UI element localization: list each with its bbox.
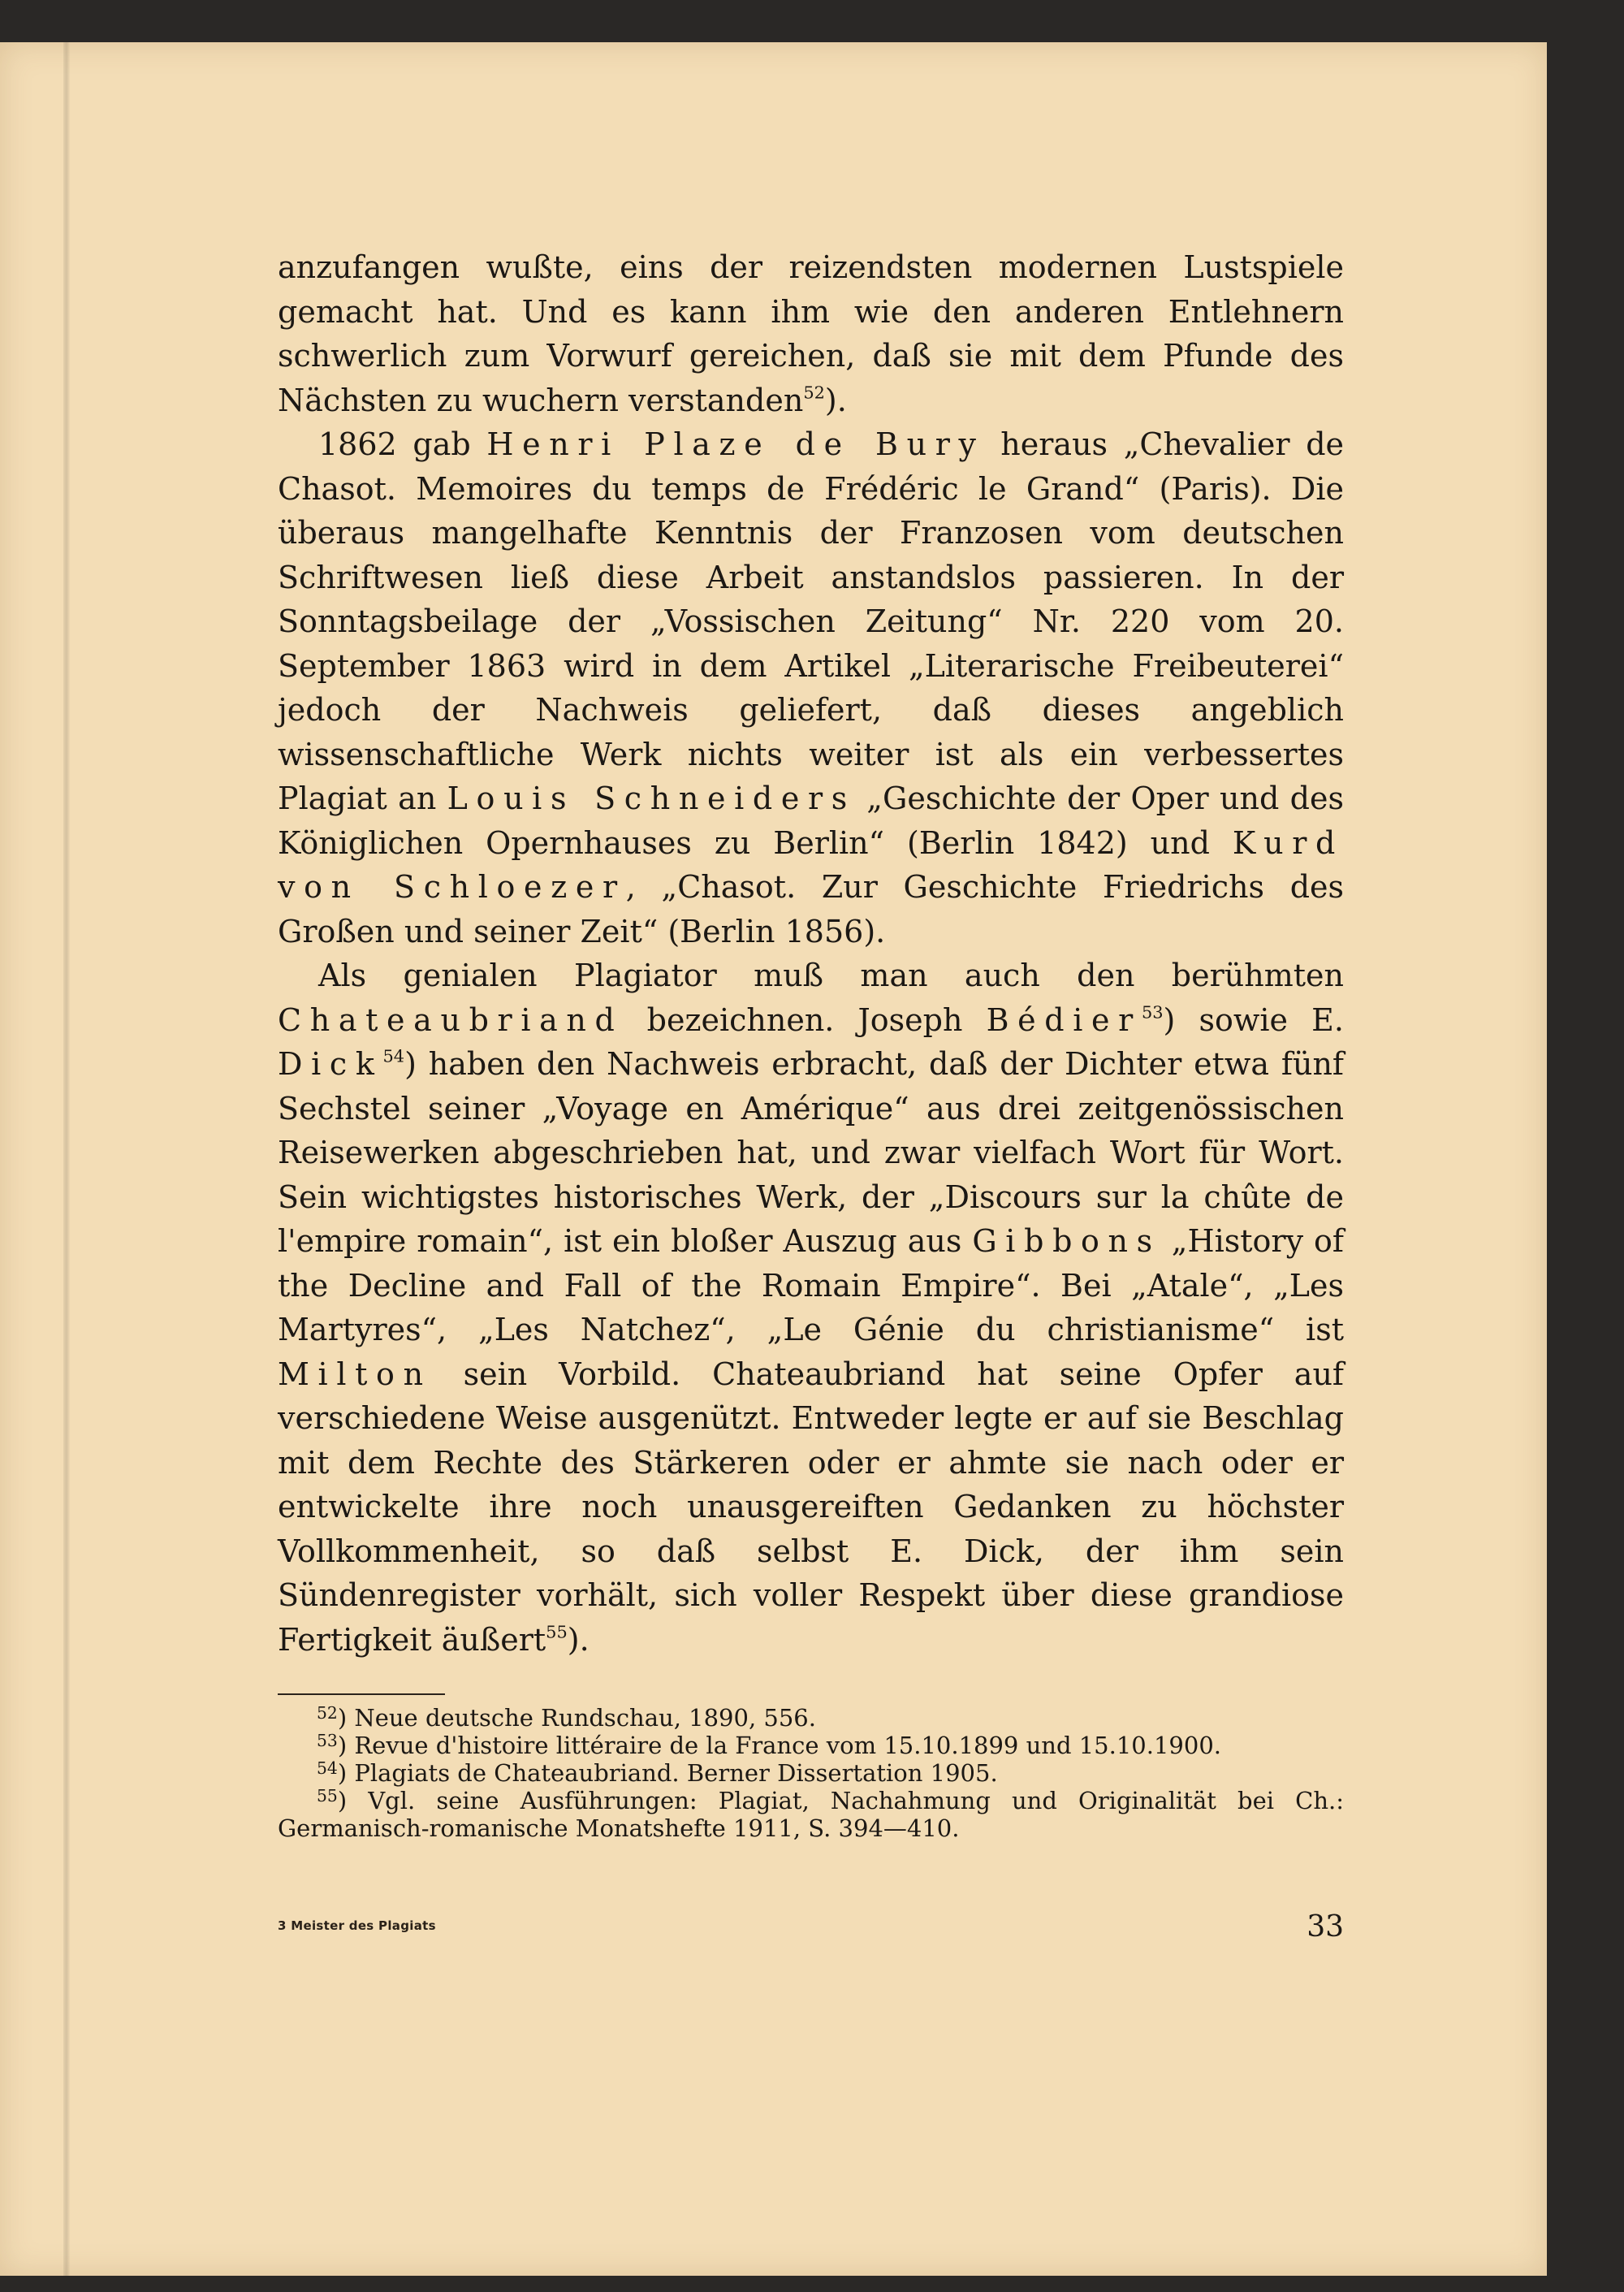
- text-run: ) haben den Nachweis erbracht, daß der Dichter etwa fünf Sechstel seiner „Voyage en Amérique“ aus drei zeitgenössischen Reisewerken abgeschrieben hat, und zwar vielfach Wort für Wort. Sein wichtigstes historisches Werk, der „Discours sur la chûte de l'empire romain“, ist ein bloßer Auszug aus: [278, 1046, 1344, 1259]
- text-run: ) sowie E.: [1163, 1001, 1344, 1038]
- footnote-reference: 52: [803, 382, 825, 402]
- text-run: heraus „Chevalier de Chasot. Memoires du temps de Frédéric le Grand“ (Paris). Die überaus mangelhafte Kenntnis der Franzosen vom deutschen Schriftwesen ließ diese Arbeit anstandslos passieren. In der Sonntagsbeilage der „Vossischen Zeitung“ Nr. 220 vom 20. September 1863 wird in dem Artikel „Literarische Freibeuterei“ jedoch der Nachweis geliefert, daß dieses angeblich wissenschaftliche Werk nichts weiter ist als ein verbessertes Plagiat an: [278, 426, 1345, 816]
- footnote-number: 54: [317, 1758, 338, 1778]
- spaced-name: Chateaubriand: [278, 1001, 624, 1038]
- footnote-number: 53: [317, 1730, 338, 1750]
- text-run: bezeichnen. Joseph: [623, 1001, 987, 1038]
- paragraph-1: [278, 245, 1344, 422]
- footnote-number: 52: [317, 1702, 338, 1723]
- spaced-name: Louis Schneiders: [447, 781, 856, 816]
- spaced-name: Gibbons: [972, 1223, 1161, 1259]
- footnote-reference: 54: [382, 1046, 405, 1066]
- text-run: anzufangen wußte, eins der reizendsten modernen Lustspiele gemacht hat. Und es kann ihm wie den anderen Entlehnern schwerlich zum Vorwurf gereichen, daß sie mit dem Pfunde des Nächsten zu wuchern verstanden: [278, 249, 1344, 418]
- spaced-name: Kurd von Schloezer: [278, 824, 1344, 905]
- footnotes: [278, 1704, 1344, 1842]
- text-run: ).: [824, 382, 847, 418]
- footnote-text: ) Revue d'histoire littéraire de la France vom 15.10.1899 und 15.10.1900.: [337, 1732, 1221, 1759]
- text-run: sein Vorbild. Chateaubriand hat seine Opfer auf verschiedene Weise ausgenützt. Entweder legte er auf sie Beschlag mit dem Rechte des Stärkeren oder er ahmte sie nach oder er entwickelte ihre noch unausgereiften Gedanken zu höchster Vollkommenheit, so daß selbst E. Dick, der ihm sein Sündenregister vorhält, sich voller Respekt über diese grandiose Fertigkeit äußert: [278, 1356, 1344, 1658]
- body-text: [278, 245, 1344, 1662]
- text-run: „History of the Decline and Fall of the Romain Empire“. Bei „Atale“, „Les Martyres“, „Les Natchez“, „Le Génie du christianisme“ ist: [278, 1223, 1344, 1347]
- footnote-text: ) Plagiats de Chateaubriand. Berner Dissertation 1905.: [337, 1759, 998, 1787]
- footnote-55: [278, 1787, 1344, 1842]
- text-run: ).: [567, 1621, 590, 1658]
- footnote-reference: 53: [1141, 1001, 1164, 1022]
- footnote-reference: 55: [546, 1621, 568, 1641]
- spaced-name: Bédier: [986, 1001, 1142, 1038]
- footnote-53: [278, 1732, 1344, 1759]
- spaced-name: Henri Plaze de Bury: [486, 426, 985, 462]
- text-run: 1862 gab: [318, 426, 487, 462]
- footnote-52: [278, 1704, 1344, 1732]
- page-number: 33: [1307, 1910, 1344, 1944]
- printer-signature: 3 Meister des Plagiats: [278, 1918, 436, 1933]
- text-run: „Geschichte der Oper und des Königlichen Opernhauses zu Berlin“ (Berlin 1842) und: [278, 781, 1344, 861]
- paragraph-2: [278, 422, 1344, 954]
- footnote-text: ) Vgl. seine Ausführungen: Plagiat, Nachahmung und Originalität bei Ch.: Germanisch-romanische Monatshefte 1911, S. 394—410.: [278, 1787, 1344, 1842]
- footnote-text: ) Neue deutsche Rundschau, 1890, 556.: [337, 1704, 816, 1732]
- paragraph-3: [278, 954, 1344, 1662]
- footnote-separator: [278, 1693, 445, 1695]
- text-run: , „Chasot. Zur Geschichte Friedrichs des Großen und seiner Zeit“ (Berlin 1856).: [278, 869, 1345, 949]
- footnote-54: [278, 1759, 1344, 1787]
- spaced-name: Dick: [278, 1046, 383, 1082]
- spaced-name: Milton: [278, 1356, 432, 1392]
- text-run: Als genialen Plagiator muß man auch den berühmten: [318, 958, 1344, 993]
- footnote-number: 55: [317, 1785, 338, 1805]
- page-gutter: [63, 42, 70, 2276]
